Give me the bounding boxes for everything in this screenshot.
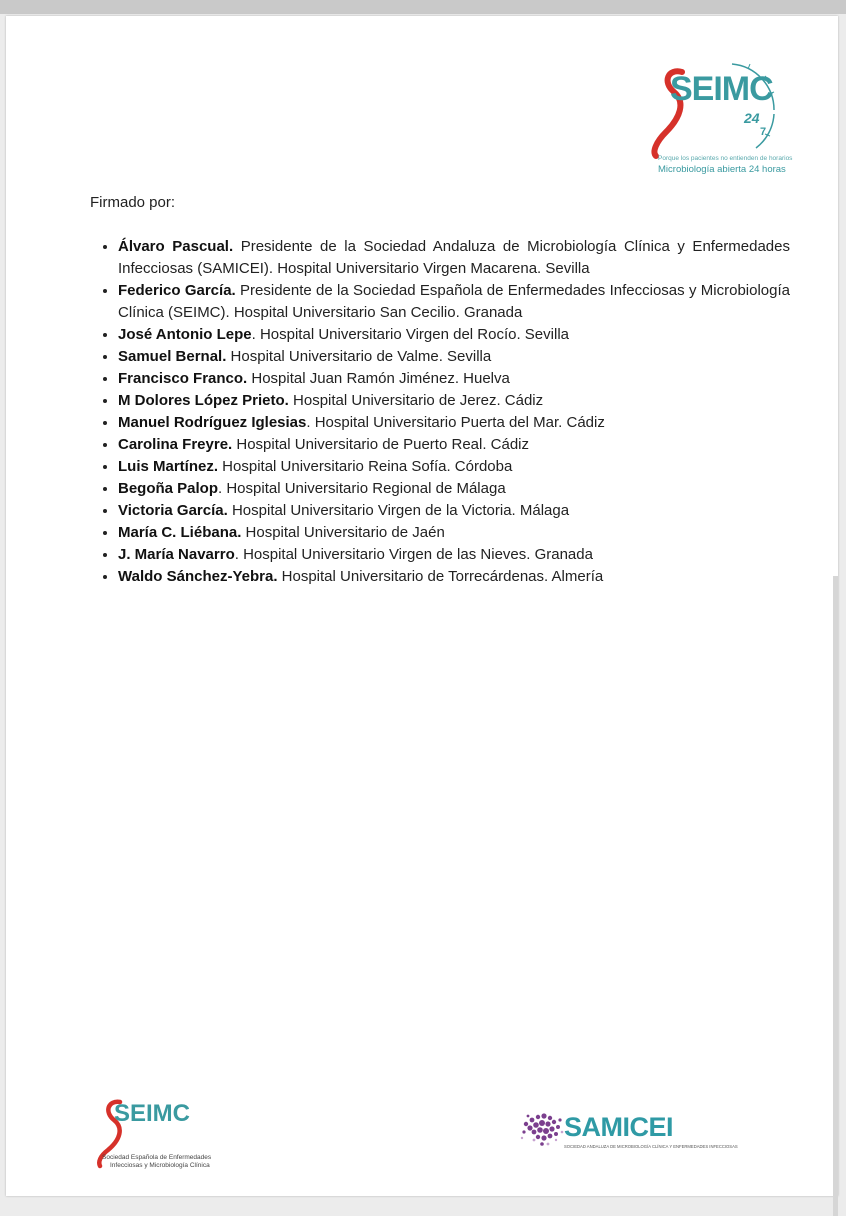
list-item [118, 456, 790, 478]
signer-detail: Presidente de la Sociedad Andaluza de Microbiología Clínica y Enfermedades Infecciosas (SAMICEI). Hospital Universitario Virgen Macarena. Sevilla [118, 238, 790, 277]
list-item [118, 280, 790, 324]
list-item [118, 434, 790, 456]
signer-detail: Hospital Universitario Reina Sofía. Córdoba [218, 458, 513, 475]
list-item [118, 368, 790, 390]
signer-detail: Hospital Universitario Virgen de la Victoria. Málaga [227, 502, 570, 519]
signer-name: Samuel Bernal. [118, 348, 227, 365]
list-item [118, 346, 790, 368]
signer-detail: Hospital Universitario de Puerto Real. Cádiz [232, 436, 530, 453]
signer-name: M Dolores López Prieto. [118, 392, 289, 409]
seimc-footer-logo [90, 1094, 240, 1184]
seimc-footer-subtitle [102, 1154, 211, 1170]
signed-by-heading: Firmado por: [90, 194, 176, 211]
samicei-logo-text: SAMICEI [564, 1112, 674, 1142]
viewer-top-bar [0, 0, 846, 14]
signer-name: Luis Martínez. [118, 458, 219, 475]
logo-24: 24 [744, 110, 760, 126]
signer-detail: . Hospital Universitario Puerta del Mar. Cádiz [306, 414, 605, 431]
list-item [118, 478, 790, 500]
logo-7: 7 [760, 126, 767, 138]
signer-name: J. María Navarro [118, 546, 235, 563]
signer-name: Carolina Freyre. [118, 436, 233, 453]
seimc-footer-logo-text: SEIMC [114, 1100, 191, 1127]
signers-list [98, 236, 790, 588]
list-item [118, 390, 790, 412]
signer-detail: Hospital Universitario de Torrecárdenas. Almería [277, 568, 604, 585]
seimc-24-7-logo [646, 52, 796, 182]
signer-name: José Antonio Lepe [118, 326, 252, 343]
document-page [6, 16, 838, 1196]
samicei-footer-logo [520, 1110, 738, 1160]
samicei-dots-graphic [520, 1110, 566, 1150]
signer-detail: Presidente de la Sociedad Española de Enfermedades Infecciosas y Microbiología Clínica (SEIMC). Hospital Universitario San Cecilio. Granada [118, 282, 790, 321]
signer-detail: . Hospital Universitario Virgen del Rocío. Sevilla [251, 326, 569, 343]
seimc-footer-subtitle-line1: Sociedad Española de Enfermedades [102, 1154, 212, 1161]
logo-tagline: Microbiología abierta 24 horas [658, 164, 786, 175]
signer-detail: Hospital Juan Ramón Jiménez. Huelva [247, 370, 510, 387]
signer-name: Begoña Palop [118, 480, 219, 497]
signer-name: Álvaro Pascual. [118, 238, 234, 255]
signer-name: Victoria García. [118, 502, 228, 519]
signer-name: Francisco Franco. [118, 370, 248, 387]
signer-detail: . Hospital Universitario Virgen de las Nieves. Granada [234, 546, 593, 563]
signer-detail: Hospital Universitario de Valme. Sevilla [226, 348, 492, 365]
signer-name: Manuel Rodríguez Iglesias [118, 414, 307, 431]
signer-detail: Hospital Universitario de Jerez. Cádiz [288, 392, 544, 409]
signer-detail: Hospital Universitario de Jaén [241, 524, 445, 541]
seimc-logo-text: SEIMC [670, 70, 773, 108]
list-item [118, 236, 790, 280]
samicei-subtitle: SOCIEDAD ANDALUZA DE MICROBIOLOGÍA CLÍNICA Y ENFERMEDADES INFECCIOSAS [564, 1144, 738, 1149]
list-item [118, 522, 790, 544]
seimc-footer-subtitle-line2: Infecciosas y Microbiología Clínica [110, 1162, 210, 1169]
scrollbar[interactable] [833, 576, 838, 1216]
list-item [118, 324, 790, 346]
signer-name: Federico García. [118, 282, 236, 299]
list-item [118, 500, 790, 522]
signer-detail: . Hospital Universitario Regional de Málaga [218, 480, 506, 497]
logo-small-tagline: Porque los pacientes no entienden de horarios [658, 155, 793, 162]
signer-name: Waldo Sánchez-Yebra. [118, 568, 278, 585]
list-item [118, 544, 790, 566]
list-item [118, 566, 790, 588]
list-item [118, 412, 790, 434]
signer-name: María C. Liébana. [118, 524, 242, 541]
